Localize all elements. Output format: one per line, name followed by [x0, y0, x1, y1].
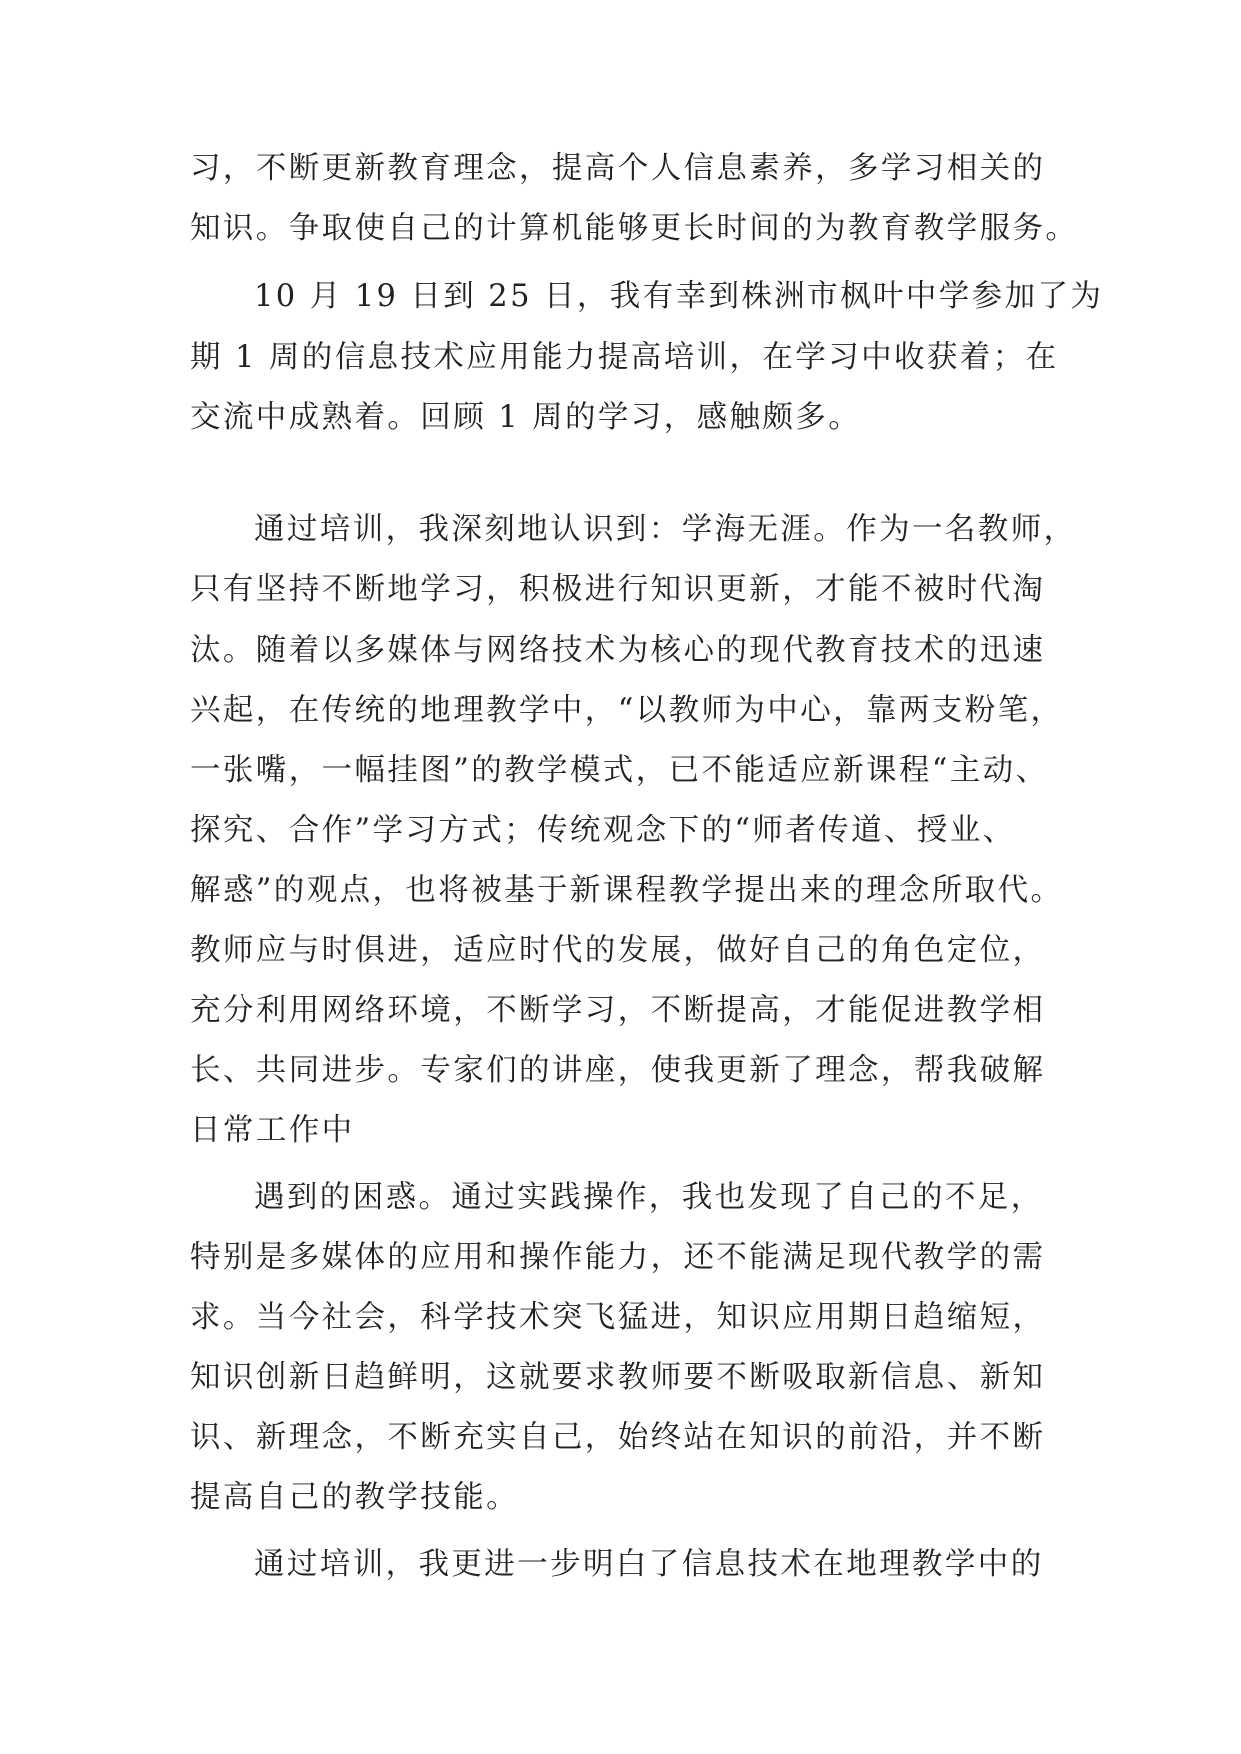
text-line: 提高自己的教学技能。	[190, 1480, 519, 1515]
text-line: 习，不断更新教育理念，提高个人信息素养，多学习相关的	[190, 151, 1046, 186]
text-line: 10 月 19 日到 25 日，我有幸到株洲市枫叶中学参加了为	[254, 279, 1104, 314]
text-line: 通过培训，我更进一步明白了信息技术在地理教学中的	[254, 1547, 1044, 1582]
text-line: 探究、合作”学习方式；传统观念下的“师者传道、授业、	[190, 813, 1016, 848]
text-line: 教师应与时俱进，适应时代的发展，做好自己的角色定位，	[190, 933, 1046, 968]
text-line: 交流中成熟着。回顾 1 周的学习，感触颇多。	[190, 400, 862, 435]
text-line: 长、共同进步。专家们的讲座，使我更新了理念，帮我破解	[190, 1053, 1046, 1088]
text-line: 一张嘴，一幅挂图”的教学模式，已不能适应新课程“主动、	[190, 753, 1049, 788]
text-line: 遇到的困惑。通过实践操作，我也发现了自己的不足，	[254, 1180, 1044, 1215]
text-line: 期 1 周的信息技术应用能力提高培训，在学习中收获着；在	[190, 340, 1059, 375]
text-line: 充分利用网络环境，不断学习，不断提高，才能促进教学相	[190, 993, 1046, 1028]
text-line: 求。当今社会，科学技术突飞猛进，知识应用期日趋缩短，	[190, 1300, 1046, 1335]
text-line: 汰。随着以多媒体与网络技术为核心的现代教育技术的迅速	[190, 633, 1046, 668]
text-line: 特别是多媒体的应用和操作能力，还不能满足现代教学的需	[190, 1240, 1046, 1275]
text-line: 只有坚持不断地学习，积极进行知识更新，才能不被时代淘	[190, 572, 1046, 607]
text-line: 通过培训，我深刻地认识到：学海无涯。作为一名教师，	[254, 512, 1077, 547]
text-line: 日常工作中	[190, 1113, 355, 1148]
text-line: 识、新理念，不断充实自己，始终站在知识的前沿，并不断	[190, 1420, 1046, 1455]
text-line: 知识。争取使自己的计算机能够更长时间的为教育教学服务。	[190, 211, 1079, 246]
text-line: 兴起，在传统的地理教学中，“以教师为中心，靠两支粉笔，	[190, 693, 1064, 728]
text-line: 知识创新日趋鲜明，这就要求教师要不断吸取新信息、新知	[190, 1360, 1046, 1395]
text-line: 解惑”的观点，也将被基于新课程教学提出来的理念所取代。	[190, 873, 1064, 908]
